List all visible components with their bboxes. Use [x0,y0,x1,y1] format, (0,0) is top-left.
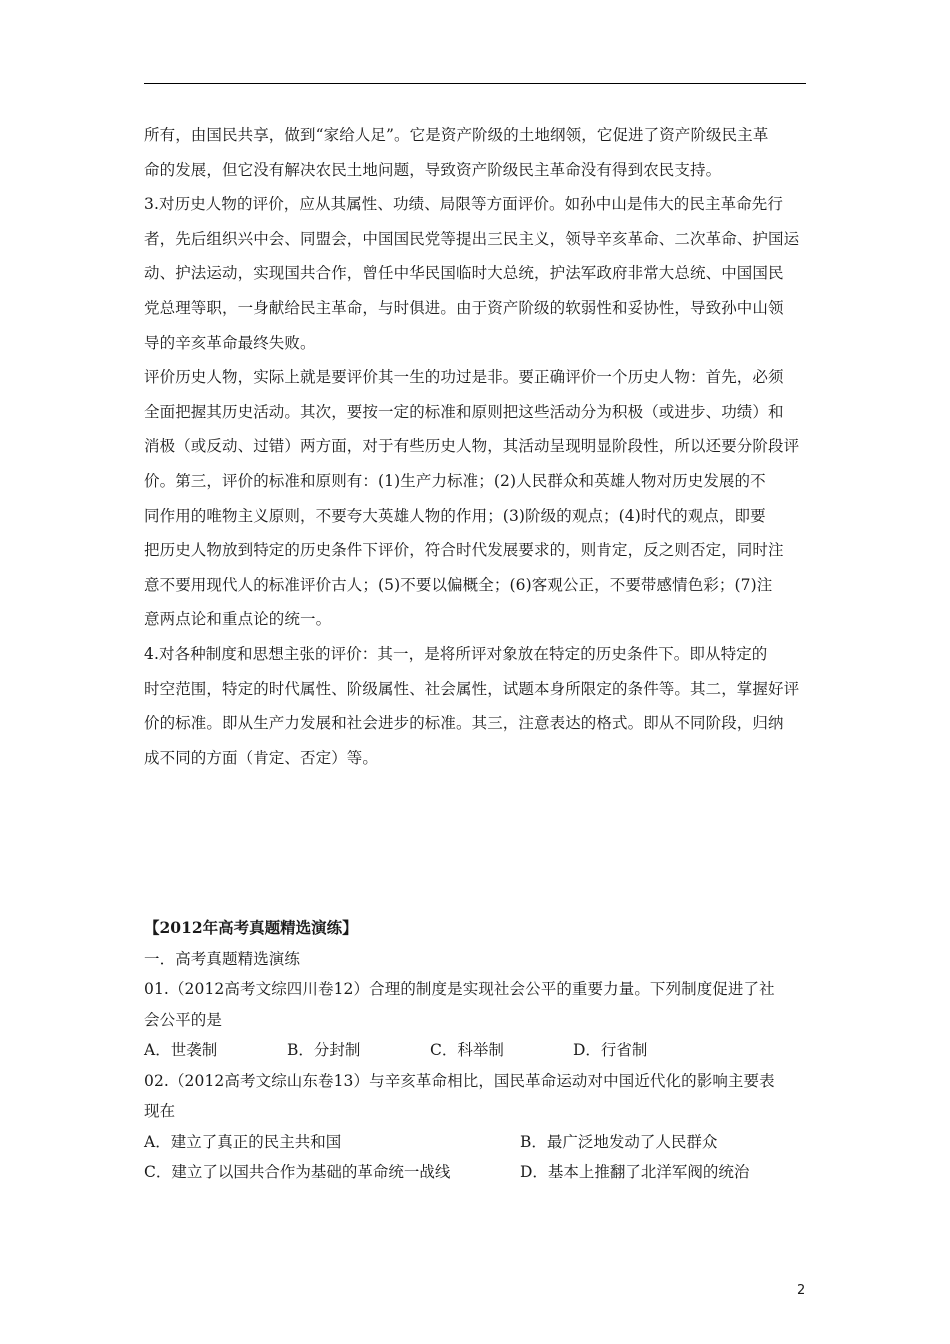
body-line: 评价历史人物，实际上就是要评价其一生的功过是非。要正确评价一个历史人物：首先，必须 [144,368,784,387]
option-d: D．基本上推翻了北洋军阀的统治 [520,1163,750,1181]
body-text [144,118,810,775]
body-line: 成不同的方面（肯定、否定）等。 [144,748,379,767]
question-1-options [144,1035,810,1066]
option-c: C．科举制 [430,1041,504,1059]
header-rule [144,83,806,84]
question-2-stem-cont: 现在 [144,1102,176,1120]
option-d: D．行省制 [573,1041,648,1059]
body-line: 意两点论和重点论的统一。 [144,610,332,629]
body-line: 意不要用现代人的标准评价古人；(5)不要以偏概全；(6)客观公正，不要带感情色彩；(7)注 [144,575,773,594]
exam-section [144,913,810,1188]
question-2-stem: 02.（2012高考文综山东卷13）与辛亥革命相比，国民革命运动对中国近代化的影响主要表 [144,1071,775,1090]
body-line: 时空范围，特定的时代属性、阶级属性、社会属性，试题本身所限定的条件等。其二，掌握好评 [144,679,800,698]
option-c: C．建立了以国共合作为基础的革命统一战线 [144,1163,451,1181]
option-a: A．建立了真正的民主共和国 [144,1132,342,1151]
body-line: 价。第三，评价的标准和原则有：(1)生产力标准；(2)人民群众和英雄人物对历史发展的不 [144,471,766,490]
body-line: 党总理等职，一身献给民主革命，与时俱进。由于资产阶级的软弱性和妥协性，导致孙中山领 [144,298,784,317]
body-line: 4.对各种制度和思想主张的评价：其一，是将所评对象放在特定的历史条件下。即从特定的 [144,644,768,663]
body-line: 所有，由国民共享，做到“家给人足”。它是资产阶级的土地纲领，它促进了资产阶级民主革 [144,126,769,144]
option-a: A．世袭制 [144,1041,218,1059]
option-b: B．最广泛地发动了人民群众 [520,1132,718,1151]
body-line: 消极（或反动、过错）两方面，对于有些历史人物，其活动呈现明显阶段性，所以还要分阶段评 [144,437,800,456]
question-2-options-row-2 [144,1157,810,1188]
section-title: 【2012年高考真题精选演练】 [144,918,358,937]
body-line: 价的标准。即从生产力发展和社会进步的标准。其三，注意表达的格式。即从不同阶段，归纳 [144,714,784,733]
body-line: 同作用的唯物主义原则，不要夸大英雄人物的作用；(3)阶级的观点；(4)时代的观点，即要 [144,506,766,525]
body-line: 3.对历史人物的评价，应从其属性、功绩、局限等方面评价。如孙中山是伟大的民主革命先行 [144,195,783,214]
body-line: 把历史人物放到特定的历史条件下评价，符合时代发展要求的，则肯定，反之则否定，同时注 [144,541,784,560]
question-1-stem-cont: 会公平的是 [144,1010,223,1029]
body-line: 全面把握其历史活动。其次，要按一定的标准和原则把这些活动分为积极（或进步、功绩）和 [144,402,784,421]
body-line: 命的发展，但它没有解决农民土地问题，导致资产阶级民主革命没有得到农民支持。 [144,160,722,179]
option-b: B．分封制 [287,1041,361,1059]
question-2-options-row-1 [144,1127,810,1158]
body-line: 者，先后组织兴中会、同盟会，中国国民党等提出三民主义，领导辛亥革命、二次革命、护国运 [144,229,800,248]
body-line: 动、护法运动，实现国共合作，曾任中华民国临时大总统，护法军政府非常大总统、中国国民 [144,264,784,283]
question-1-stem: 01.（2012高考文综四川卷12）合理的制度是实现社会公平的重要力量。下列制度促进了社 [144,980,775,998]
page-number: 2 [797,1283,806,1298]
section-subtitle: 一．高考真题精选演练 [144,949,301,968]
body-line: 导的辛亥革命最终失败。 [144,333,316,352]
